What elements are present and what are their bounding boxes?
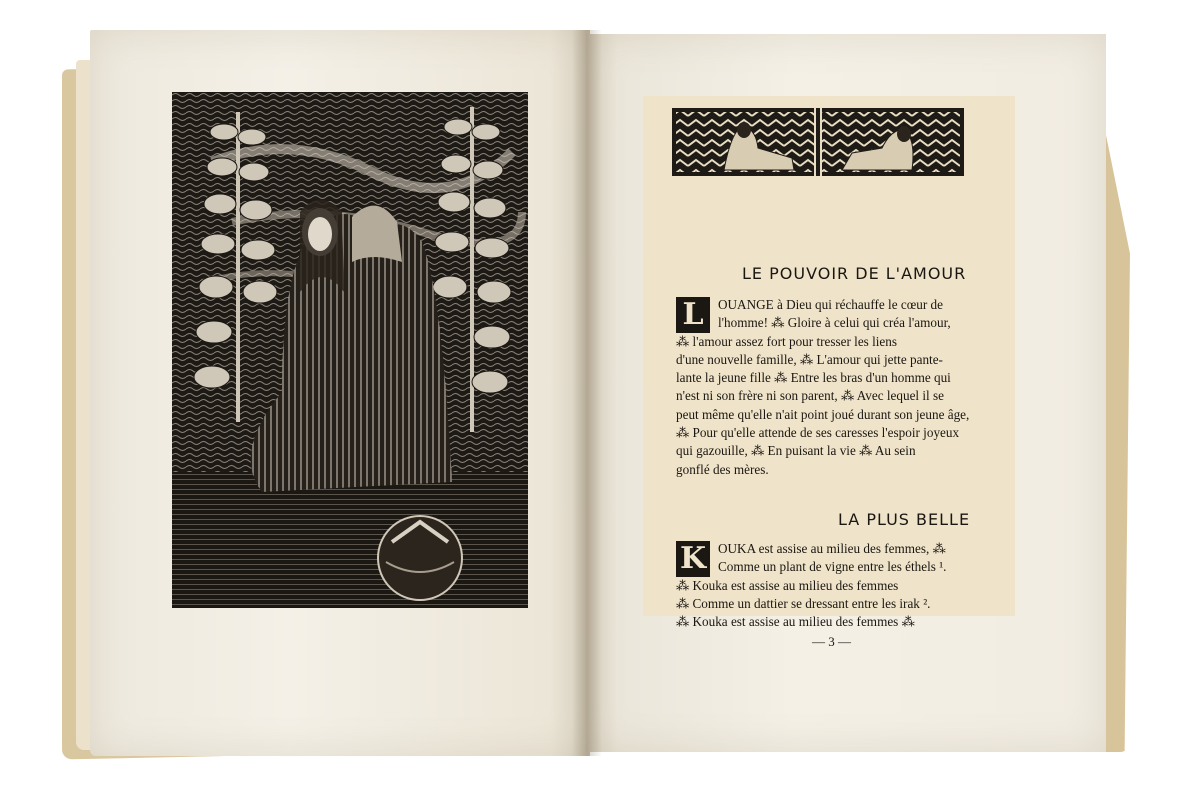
text-line: ⁂ Kouka est assise au milieu des femmes ⁂ — [676, 614, 915, 630]
text-line: ⁂ Pour qu'elle attende de ses caresses l'espoir joyeux — [676, 425, 960, 441]
page-number: — 3 — — [812, 634, 851, 649]
drop-cap-k: K — [676, 541, 710, 577]
text-line: OUKA est assise au milieu des femmes, ⁂ — [718, 541, 946, 556]
text-line: Comme un plant de vigne entre les éthels ¹. — [718, 559, 947, 575]
section-title-pouvoir: LE POUVOIR DE L'AMOUR — [742, 264, 967, 283]
text-line: ⁂ Comme un dattier se dressant entre les irak ². — [676, 595, 931, 611]
decorative-banner — [672, 108, 964, 176]
book-gutter — [572, 30, 602, 756]
text-line: ⁂ Kouka est assise au milieu des femmes — [676, 577, 899, 593]
text-line: lante la jeune fille ⁂ Entre les bras d'un homme qui — [676, 370, 951, 386]
woodcut-illustration — [172, 92, 528, 608]
text-line: l'homme! ⁂ Gloire à celui qui créa l'amour, — [718, 315, 951, 331]
drop-cap-l: L — [676, 297, 710, 333]
text-line: qui gazouille, ⁂ En puisant la vie ⁂ Au sein — [676, 443, 916, 459]
text-line: n'est ni son frère ni son parent, ⁂ Avec lequel il se — [676, 388, 945, 404]
section-title-plus-belle: LA PLUS BELLE — [838, 510, 971, 529]
text-line: peut même qu'elle n'ait point joué durant son jeune âge, — [676, 406, 970, 422]
text-line: d'une nouvelle famille, ⁂ L'amour qui jette pante- — [676, 351, 943, 367]
text-line: gonflé des mères. — [676, 461, 769, 477]
paragraph-plus-belle — [676, 540, 986, 631]
paragraph-pouvoir — [676, 296, 986, 479]
text-line: ⁂ l'amour assez fort pour tresser les liens — [676, 333, 898, 349]
text-line: OUANGE à Dieu qui réchauffe le cœur de — [718, 297, 943, 312]
